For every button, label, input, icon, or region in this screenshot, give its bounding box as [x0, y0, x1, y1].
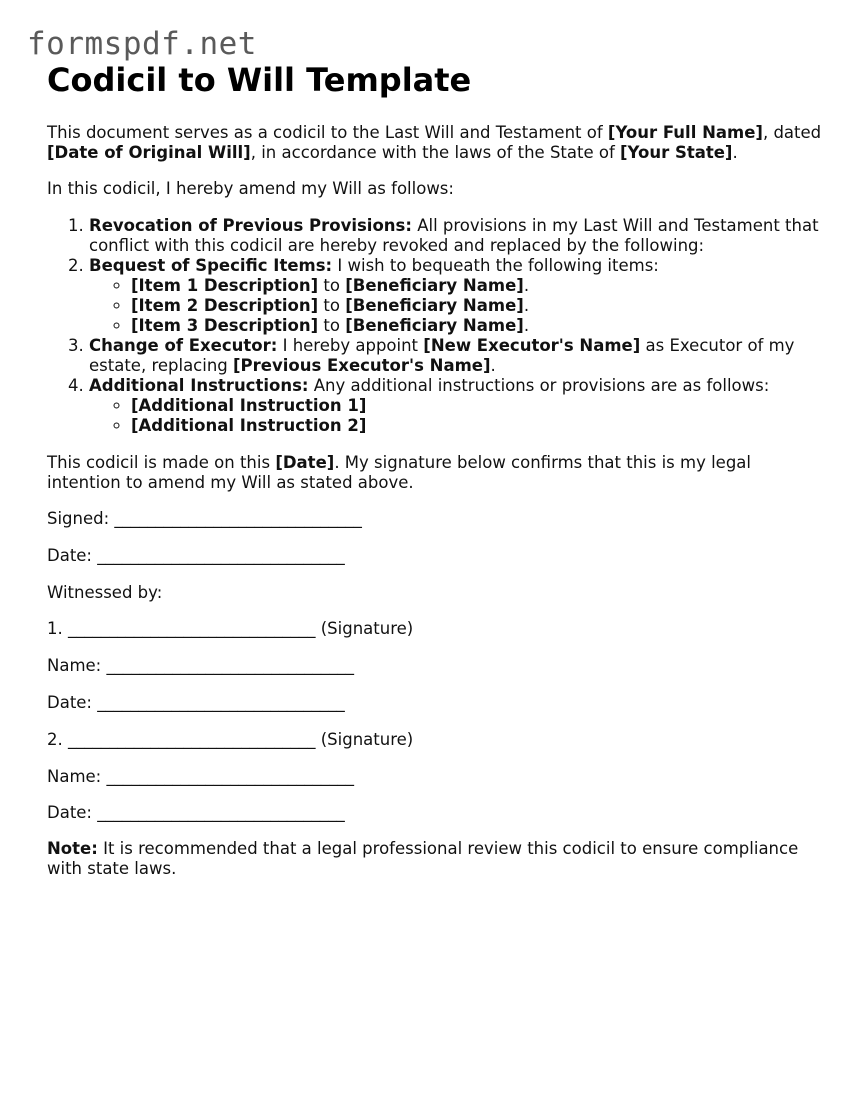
placeholder-full-name: [Your Full Name] [607, 123, 763, 142]
beneficiary-name-placeholder: [Beneficiary Name] [345, 296, 524, 315]
document-body [47, 58, 822, 879]
witness-1-date-line: Date: ______________________________ [47, 692, 345, 712]
list-item-bequest [89, 256, 822, 336]
witness-1-name-line: Name: ______________________________ [47, 656, 354, 676]
connector-to: to [318, 276, 346, 295]
revocation-heading: Revocation of Previous Provisions: [89, 216, 412, 235]
beneficiary-name-placeholder: [Beneficiary Name] [345, 276, 524, 295]
date-placeholder: [Date] [275, 453, 335, 472]
item-description-placeholder: [Item 3 Description] [131, 316, 319, 335]
item-description-placeholder: [Item 2 Description] [131, 296, 319, 315]
executor-text-1: I hereby appoint [277, 336, 424, 355]
made-text-1: This codicil is made on this [47, 453, 276, 472]
placeholder-original-will-date: [Date of Original Will] [47, 143, 251, 162]
new-executor-placeholder: [New Executor's Name] [423, 336, 641, 355]
executor-text-3: . [490, 356, 496, 375]
list-item-additional [89, 376, 822, 436]
revocation-text: All provisions in my Last Will and Testament that conflict with this codicil are hereby revoked and replaced by the following: [89, 216, 819, 255]
bequest-subitem [131, 316, 822, 336]
intro-paragraph [47, 123, 822, 163]
placeholder-state: [Your State] [620, 143, 733, 162]
period: . [523, 276, 530, 295]
witness-1-signature-line: 1. ______________________________ (Signature) [47, 619, 414, 639]
witness-2-name-line: Name: ______________________________ [47, 766, 354, 786]
note-paragraph [47, 839, 822, 879]
list-item-executor [89, 336, 822, 376]
intro-text-2: , dated [762, 123, 822, 142]
bequest-subitem [131, 296, 822, 316]
additional-sublist [89, 396, 822, 436]
additional-instruction-placeholder: [Additional Instruction 2] [131, 416, 367, 435]
witnessed-by-label: Witnessed by: [47, 582, 163, 602]
note-label: Note: [47, 839, 98, 859]
list-item-revocation [89, 216, 822, 256]
bequest-subitem [131, 276, 822, 296]
connector-to: to [318, 296, 346, 315]
previous-executor-placeholder: [Previous Executor's Name] [233, 356, 491, 375]
period: . [523, 296, 530, 315]
document-title: Codicil to Will Template [47, 61, 472, 99]
bequest-text: I wish to bequeath the following items: [332, 256, 659, 275]
watermark-text: formspdf.net [27, 26, 257, 62]
additional-subitem [131, 396, 822, 416]
intro-text-3: , in accordance with the laws of the State of [250, 143, 621, 162]
item-description-placeholder: [Item 1 Description] [131, 276, 319, 295]
amend-paragraph: In this codicil, I hereby amend my Will as follows: [47, 179, 454, 198]
executor-text-2: as Executor of my estate, replacing [89, 336, 795, 375]
intro-text-1: This document serves as a codicil to the Last Will and Testament of [47, 123, 608, 142]
additional-heading: Additional Instructions: [89, 376, 309, 395]
bequest-sublist [89, 276, 822, 336]
bequest-heading: Bequest of Specific Items: [89, 256, 333, 275]
additional-subitem [131, 416, 822, 436]
period: . [523, 316, 530, 335]
connector-to: to [318, 316, 346, 335]
signed-date-line: Date: ______________________________ [47, 545, 345, 565]
signed-line: Signed: ______________________________ [47, 509, 362, 528]
executor-heading: Change of Executor: [89, 336, 278, 355]
made-text-2: . My signature below confirms that this is my legal intention to amend my Will as stated above. [47, 453, 752, 492]
additional-text: Any additional instructions or provisions are as follows: [308, 376, 770, 395]
made-paragraph [47, 453, 822, 493]
additional-instruction-placeholder: [Additional Instruction 1] [131, 396, 367, 415]
beneficiary-name-placeholder: [Beneficiary Name] [345, 316, 524, 335]
note-text: It is recommended that a legal professional review this codicil to ensure compliance with state laws. [47, 839, 799, 879]
witness-2-date-line: Date: ______________________________ [47, 803, 345, 823]
amendment-list [47, 216, 822, 436]
intro-text-4: . [732, 143, 738, 162]
witness-2-signature-line: 2. ______________________________ (Signature) [47, 729, 414, 749]
